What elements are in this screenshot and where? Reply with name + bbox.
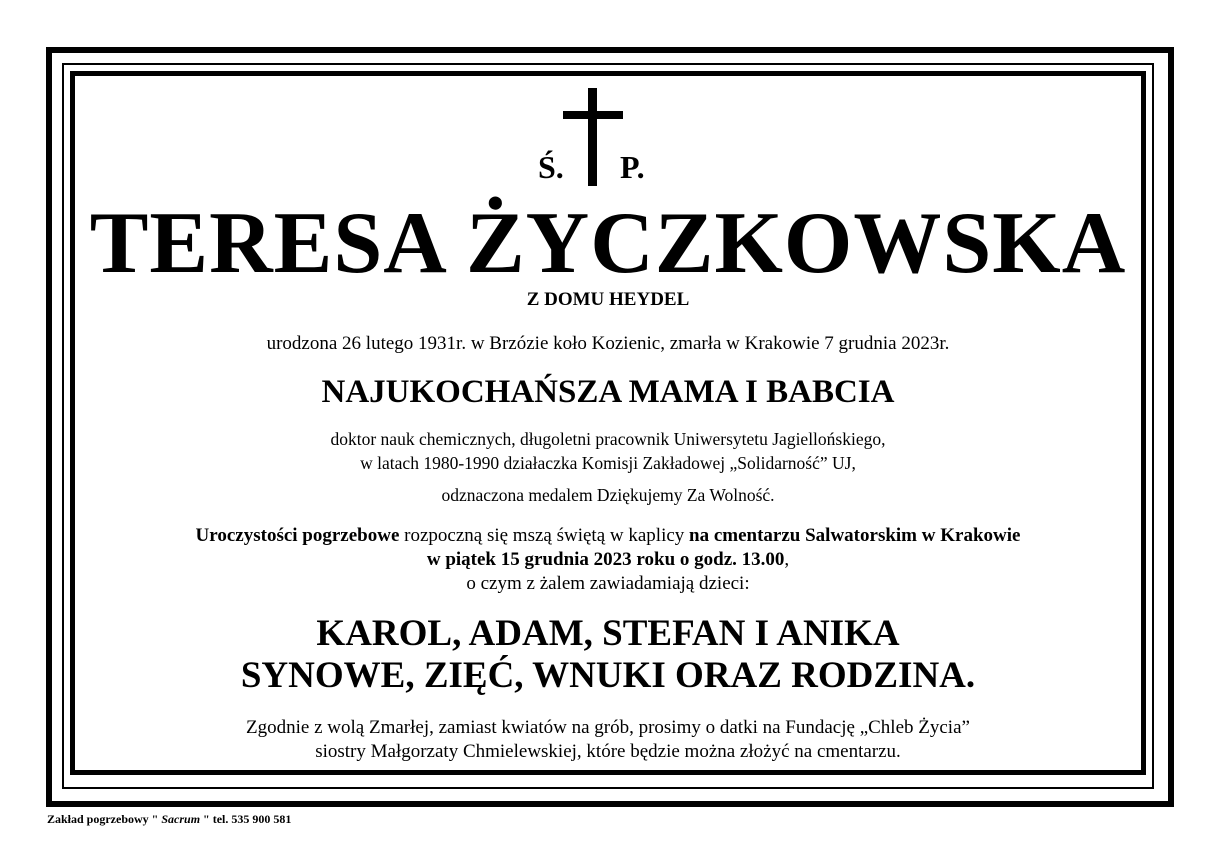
cross-header — [75, 82, 1141, 192]
footer-prefix: Zakład pogrzebowy " — [47, 812, 162, 826]
ceremony-line-2 — [75, 548, 1141, 572]
note-line-1: Zgodnie z wolą Zmarłej, zamiast kwiatów na grób, prosimy o datki na Fundację „Chleb Życia” — [246, 717, 970, 738]
family-line-1: KAROL, ADAM, STEFAN I ANIKA — [316, 613, 900, 654]
note-line-2: siostry Małgorzaty Chmielewskiej, które będzie można złożyć na cmentarzu. — [315, 741, 901, 762]
bio-line-1: doktor nauk chemicznych, długoletni pracownik Uniwersytetu Jagiellońskiego, — [330, 429, 886, 449]
bio-line-2: w latach 1980-1990 działaczka Komisji Zakładowej „Solidarność” UJ, — [360, 453, 856, 473]
footer-phone: " tel. 535 900 581 — [200, 812, 292, 826]
sp-right-label: P. — [620, 149, 645, 185]
ceremony-line-3: o czym z żalem zawiadamiają dzieci: — [466, 573, 750, 594]
ceremony-bold-start: Uroczystości pogrzebowe — [195, 525, 400, 546]
ceremony-line-1 — [75, 524, 1141, 548]
cross-horizontal-bar — [563, 111, 623, 119]
sp-left-label: Ś. — [538, 149, 564, 185]
life-dates: urodzona 26 lutego 1931r. w Brzózie koło Kozienic, zmarła w Krakowie 7 grudnia 2023r. — [266, 333, 950, 354]
footer-company: Sacrum — [161, 812, 201, 826]
ceremony-comma: , — [784, 549, 790, 570]
ceremony-location: na cmentarzu Salwatorskim w Krakowie — [689, 525, 1021, 546]
deceased-name: TERESA ŻYCZKOWSKA — [89, 195, 1127, 292]
family-title: NAJUKOCHAŃSZA MAMA I BABCIA — [321, 374, 895, 410]
ceremony-datetime: w piątek 15 grudnia 2023 roku o godz. 13.00 — [426, 549, 785, 570]
ceremony-regular: rozpoczną się mszą świętą w kaplicy — [399, 525, 690, 546]
cross-vertical-bar — [588, 88, 597, 186]
bio-line-3: odznaczona medalem Dziękujemy Za Wolność. — [441, 485, 775, 505]
maiden-name: Z DOMU HEYDEL — [526, 289, 690, 310]
funeral-home-footer — [47, 812, 291, 827]
family-line-2: SYNOWE, ZIĘĆ, WNUKI ORAZ RODZINA. — [240, 655, 976, 696]
